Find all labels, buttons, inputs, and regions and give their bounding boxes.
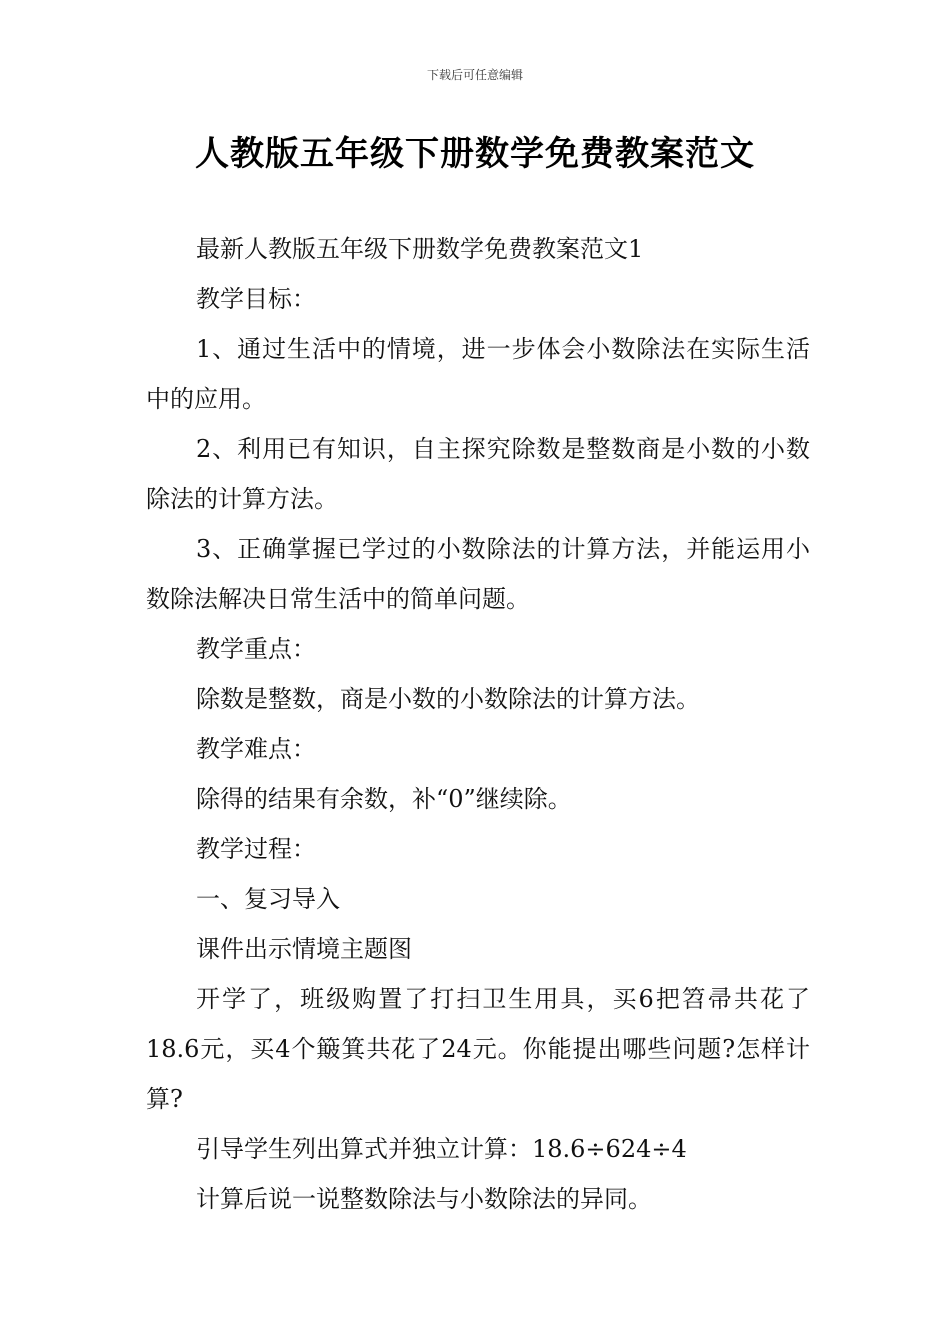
subtitle-paragraph: 最新人教版五年级下册数学免费教案范文1 <box>196 235 644 263</box>
scenario-paragraph: 开学了，班级购置了打扫卫生用具，买6把笤帚共花了18.6元，买4个簸箕共花了24元。你能提出哪些问题?怎样计算? <box>146 985 810 1113</box>
heading-teaching-process: 教学过程： <box>196 835 316 863</box>
key-points-text: 除数是整数，商是小数的小数除法的计算方法。 <box>196 685 700 713</box>
compare-paragraph: 计算后说一说整数除法与小数除法的异同。 <box>196 1185 652 1213</box>
heading-difficulties: 教学难点： <box>196 735 316 763</box>
goal-item-2: 2、利用已有知识，自主探究除数是整数商是小数的小数除法的计算方法。 <box>146 435 810 513</box>
document-body <box>146 224 810 1224</box>
courseware-scene: 课件出示情境主题图 <box>196 935 412 963</box>
guide-calculation: 引导学生列出算式并独立计算：18.6÷624÷4 <box>196 1135 687 1163</box>
heading-key-points: 教学重点： <box>196 635 316 663</box>
section-review-intro: 一、复习导入 <box>196 885 340 913</box>
goal-item-1: 1、通过生活中的情境，进一步体会小数除法在实际生活中的应用。 <box>146 335 810 413</box>
document-title: 人教版五年级下册数学免费教案范文 <box>195 134 755 174</box>
heading-teaching-goals: 教学目标： <box>196 285 316 313</box>
difficulties-text: 除得的结果有余数，补“0”继续除。 <box>196 785 572 813</box>
goal-item-3: 3、正确掌握已学过的小数除法的计算方法，并能运用小数除法解决日常生活中的简单问题。 <box>146 535 810 613</box>
header-note: 下载后可任意编辑 <box>426 68 523 82</box>
